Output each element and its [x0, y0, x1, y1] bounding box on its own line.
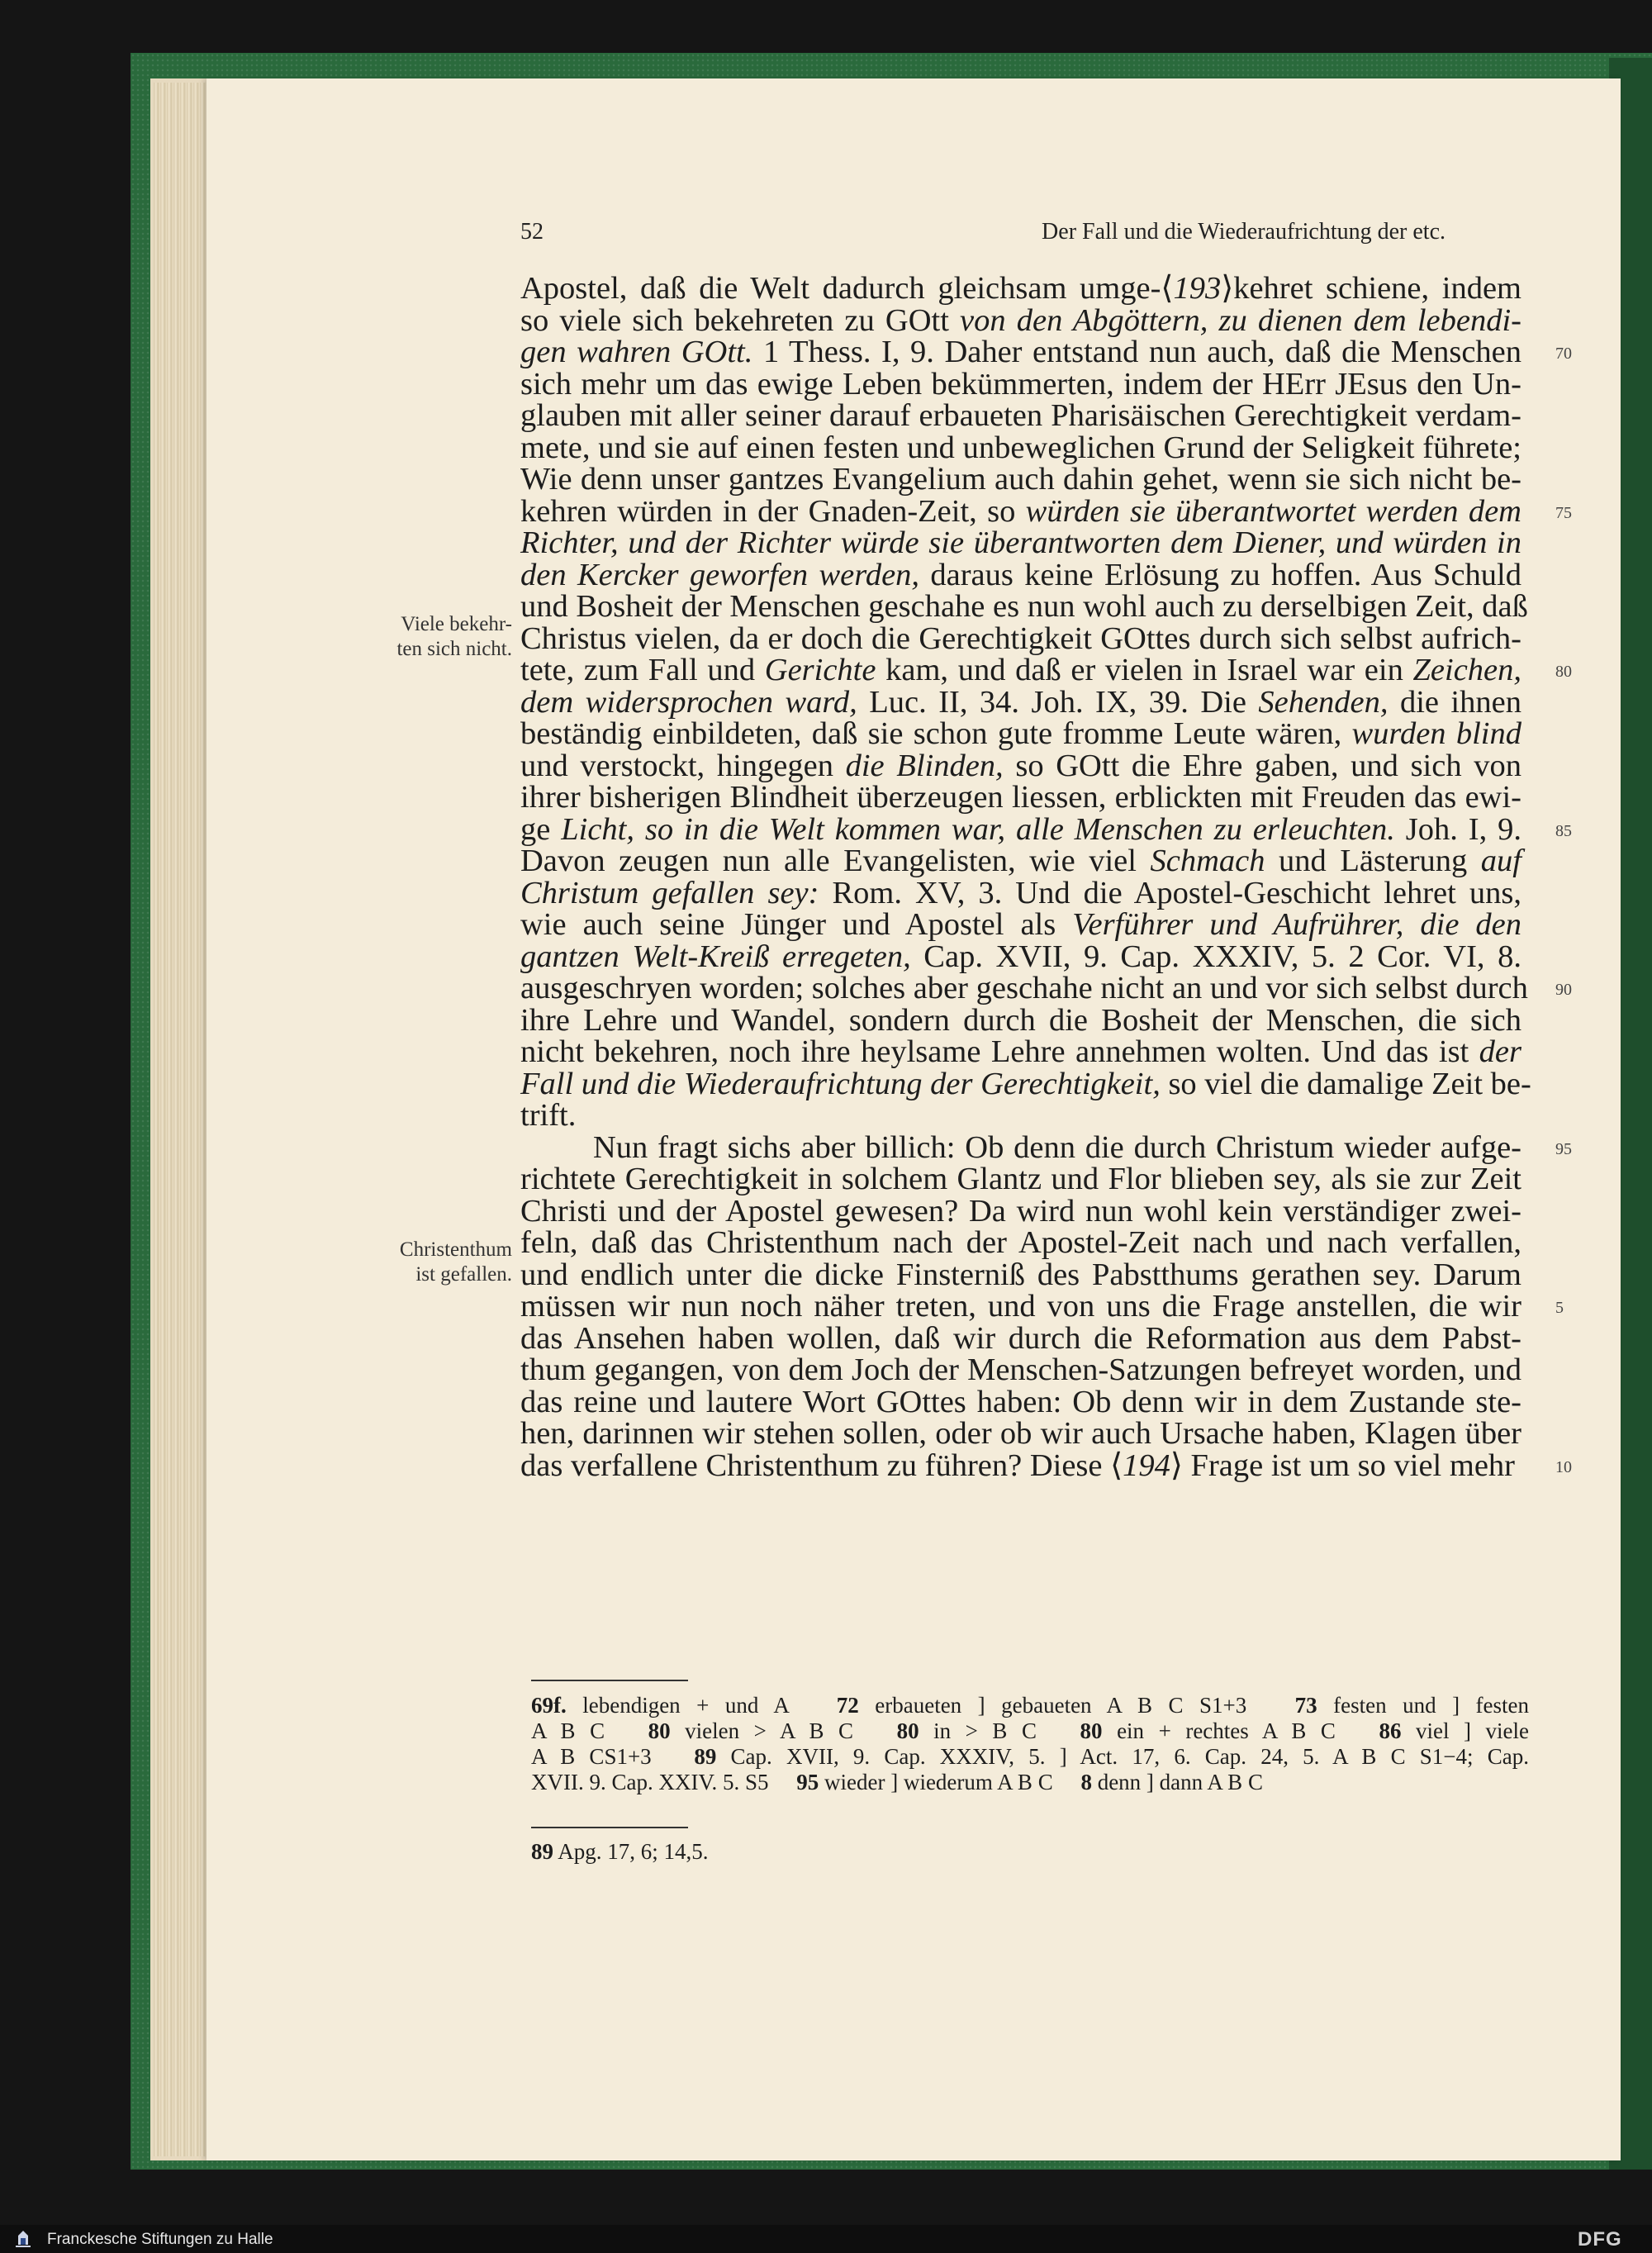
text-line: Davon zeugen nun alle Evangelisten, wie viel Schmach und Lästerung auf: [520, 844, 1521, 878]
running-title: Der Fall und die Wiederaufrichtung der etc.: [1042, 219, 1446, 245]
text-line: und verstockt, hingegen die Blinden, so GOtt die Ehre gaben, und sich von: [520, 748, 1521, 783]
line-number: 5: [1555, 1299, 1564, 1317]
margin-note-line: Viele bekehr-: [401, 613, 512, 635]
text-line: Christi und der Apostel gewesen? Da wird nun wohl kein verständiger zwei-: [520, 1193, 1521, 1229]
margin-note: [347, 1238, 512, 1287]
apparatus-line: 69f. lebendigen + und A 72 erbaueten ] gebaueten A B C S1+3 73 festen und ] festen: [531, 1693, 1529, 1718]
apparatus-line: A B C 80 vielen > A B C 80 in > B C 80 ein + rechtes A B C 86 viel ] viele: [531, 1718, 1530, 1743]
text-line: Wie denn unser gantzes Evangelium auch dahin gehet, wenn sie sich nicht be-: [520, 462, 1521, 497]
margin-note: [347, 612, 512, 662]
text-line: und endlich unter die dicke Finsterniß des Pabstthums gerathen sey. Darum: [520, 1257, 1521, 1292]
text-line: ihre Lehre und Wandel, sondern durch die Bosheit der Menschen, die sich: [520, 1002, 1521, 1038]
text-line: trift.: [520, 1098, 577, 1133]
dfg-logo: DFG: [1578, 2228, 1622, 2251]
text-line: thum gegangen, von dem Joch der Menschen-Satzungen befreyet worden, und: [520, 1352, 1521, 1387]
text-line: Richter, und der Richter würde sie überantworten dem Diener, und würden in: [520, 525, 1521, 560]
text-line: müssen wir nun noch näher treten, und von uns die Frage anstellen, die wir: [520, 1289, 1521, 1324]
text-line: gantzen Welt-Kreiß erregeten, Cap. XVII, 9. Cap. XXXIV, 5. 2 Cor. VI, 8.: [520, 939, 1521, 974]
text-line: Fall und die Wiederaufrichtung der Gerechtigkeit, so viel die damalige Zeit be-: [520, 1066, 1531, 1101]
text-line: dem widersprochen ward, Luc. II, 34. Joh. IX, 39. Die Sehenden, die ihnen: [520, 684, 1521, 720]
text-line: und Bosheit der Menschen geschahe es nun wohl auch zu derselbigen Zeit, daß: [520, 589, 1528, 624]
institution-logo-icon: [13, 2228, 33, 2250]
text-line: mete, und sie auf einen festen und unbeweglichen Grund der Seligkeit führete;: [520, 430, 1521, 465]
text-line: nicht bekehren, noch ihre heylsame Lehre annehmen wolten. Und das ist der: [520, 1034, 1521, 1069]
apparatus-rule: [531, 1680, 688, 1681]
text-line: ge Licht, so in die Welt kommen war, alle Menschen zu erleuchten. Joh. I, 9.: [520, 811, 1521, 847]
text-line: das reine und lautere Wort GOttes haben: Ob denn wir in dem Zustande ste-: [520, 1384, 1521, 1419]
apparatus-line: A B CS1+3 89 Cap. XVII, 9. Cap. XXXIV, 5. ] Act. 17, 6. Cap. 24, 5. A B C S1−4; Cap.: [531, 1744, 1529, 1769]
text-line: ihrer bisherigen Blindheit überzeugen liessen, erblickten mit Freuden das ewi-: [520, 780, 1521, 815]
line-number: 85: [1555, 821, 1572, 840]
text-line: richtete Gerechtigkeit in solchem Glantz und Flor blieben sey, als sie zur Zeit: [520, 1162, 1521, 1196]
text-line: das verfallene Christenthum zu führen? Diese ⟨194⟩ Frage ist um so viel mehr: [520, 1447, 1515, 1483]
line-number: 10: [1555, 1457, 1572, 1476]
critical-apparatus: [531, 1693, 1529, 1795]
text-line: tete, zum Fall und Gerichte kam, und daß er vielen in Israel war ein Zeichen,: [520, 653, 1521, 687]
text-line: Christum gefallen sey: Rom. XV, 3. Und die Apostel-Geschicht lehret uns,: [520, 875, 1522, 910]
apparatus-line: XVII. 9. Cap. XXIV. 5. S5 95 wieder ] wiederum A B C 8 denn ] dann A B C: [531, 1770, 1263, 1794]
commentary-rule: [531, 1827, 688, 1828]
line-number: 80: [1555, 663, 1572, 681]
line-number: 90: [1555, 981, 1572, 999]
line-number: 70: [1555, 345, 1572, 363]
running-header: [520, 216, 1520, 250]
text-line: hen, darinnen wir stehen sollen, oder ob wir auch Ursache haben, Klagen über: [520, 1416, 1521, 1451]
commentary-line: 89 Apg. 17, 6; 14,5.: [531, 1839, 709, 1864]
text-line: glauben mit aller seiner darauf erbaueten Pharisäischen Gerechtigkeit verdam-: [520, 398, 1521, 433]
commentary-note: [531, 1839, 709, 1865]
margin-note-line: Christenthum: [399, 1238, 512, 1261]
text-line: sich mehr um das ewige Leben bekümmerten, indem der HErr JEsus den Un-: [520, 366, 1521, 402]
text-line: ausgeschryen worden; solches aber geschahe nicht an und vor sich selbst durch: [520, 971, 1528, 1005]
text-line: Apostel, daß die Welt dadurch gleichsam umge-⟨193⟩kehret schiene, indem: [520, 271, 1522, 306]
text-line: so viele sich bekehreten zu GOtt von den Abgöttern, zu dienen dem lebendi-: [520, 302, 1521, 338]
margin-note-line: ist gefallen.: [415, 1263, 512, 1286]
text-line: den Kercker geworfen werden, daraus keine Erlösung zu hoffen. Aus Schuld: [520, 557, 1521, 592]
line-number: 95: [1555, 1139, 1572, 1158]
line-number: 75: [1555, 503, 1572, 522]
text-line: gen wahren GOtt. 1 Thess. I, 9. Daher entstand nun auch, daß die Menschen: [520, 335, 1521, 369]
text-line: Christus vielen, da er doch die Gerechtigkeit GOttes durch sich selbst aufrich-: [520, 620, 1521, 656]
institution-name[interactable]: Franckesche Stiftungen zu Halle: [47, 2231, 273, 2248]
page-edges: [154, 83, 211, 2156]
text-line: Nun fragt sichs aber billich: Ob denn die durch Christum wieder aufge-: [593, 1129, 1521, 1165]
text-line: beständig einbildeten, daß sie schon gute fromme Leute wären, wurden blind: [520, 716, 1521, 751]
text-line: das Ansehen haben wollen, daß wir durch die Reformation aus dem Pabst-: [520, 1320, 1521, 1356]
main-text: [520, 271, 1531, 1483]
text-line: wie auch seine Jünger und Apostel als Verführer und Aufrührer, die den: [520, 907, 1522, 942]
margin-note-line: ten sich nicht.: [396, 638, 512, 660]
page-number: 52: [520, 219, 544, 245]
text-line: feln, daß das Christenthum nach der Apostel-Zeit nach und nach verfallen,: [520, 1225, 1521, 1260]
text-line: kehren würden in der Gnaden-Zeit, so würden sie überantwortet werden dem: [520, 493, 1521, 529]
